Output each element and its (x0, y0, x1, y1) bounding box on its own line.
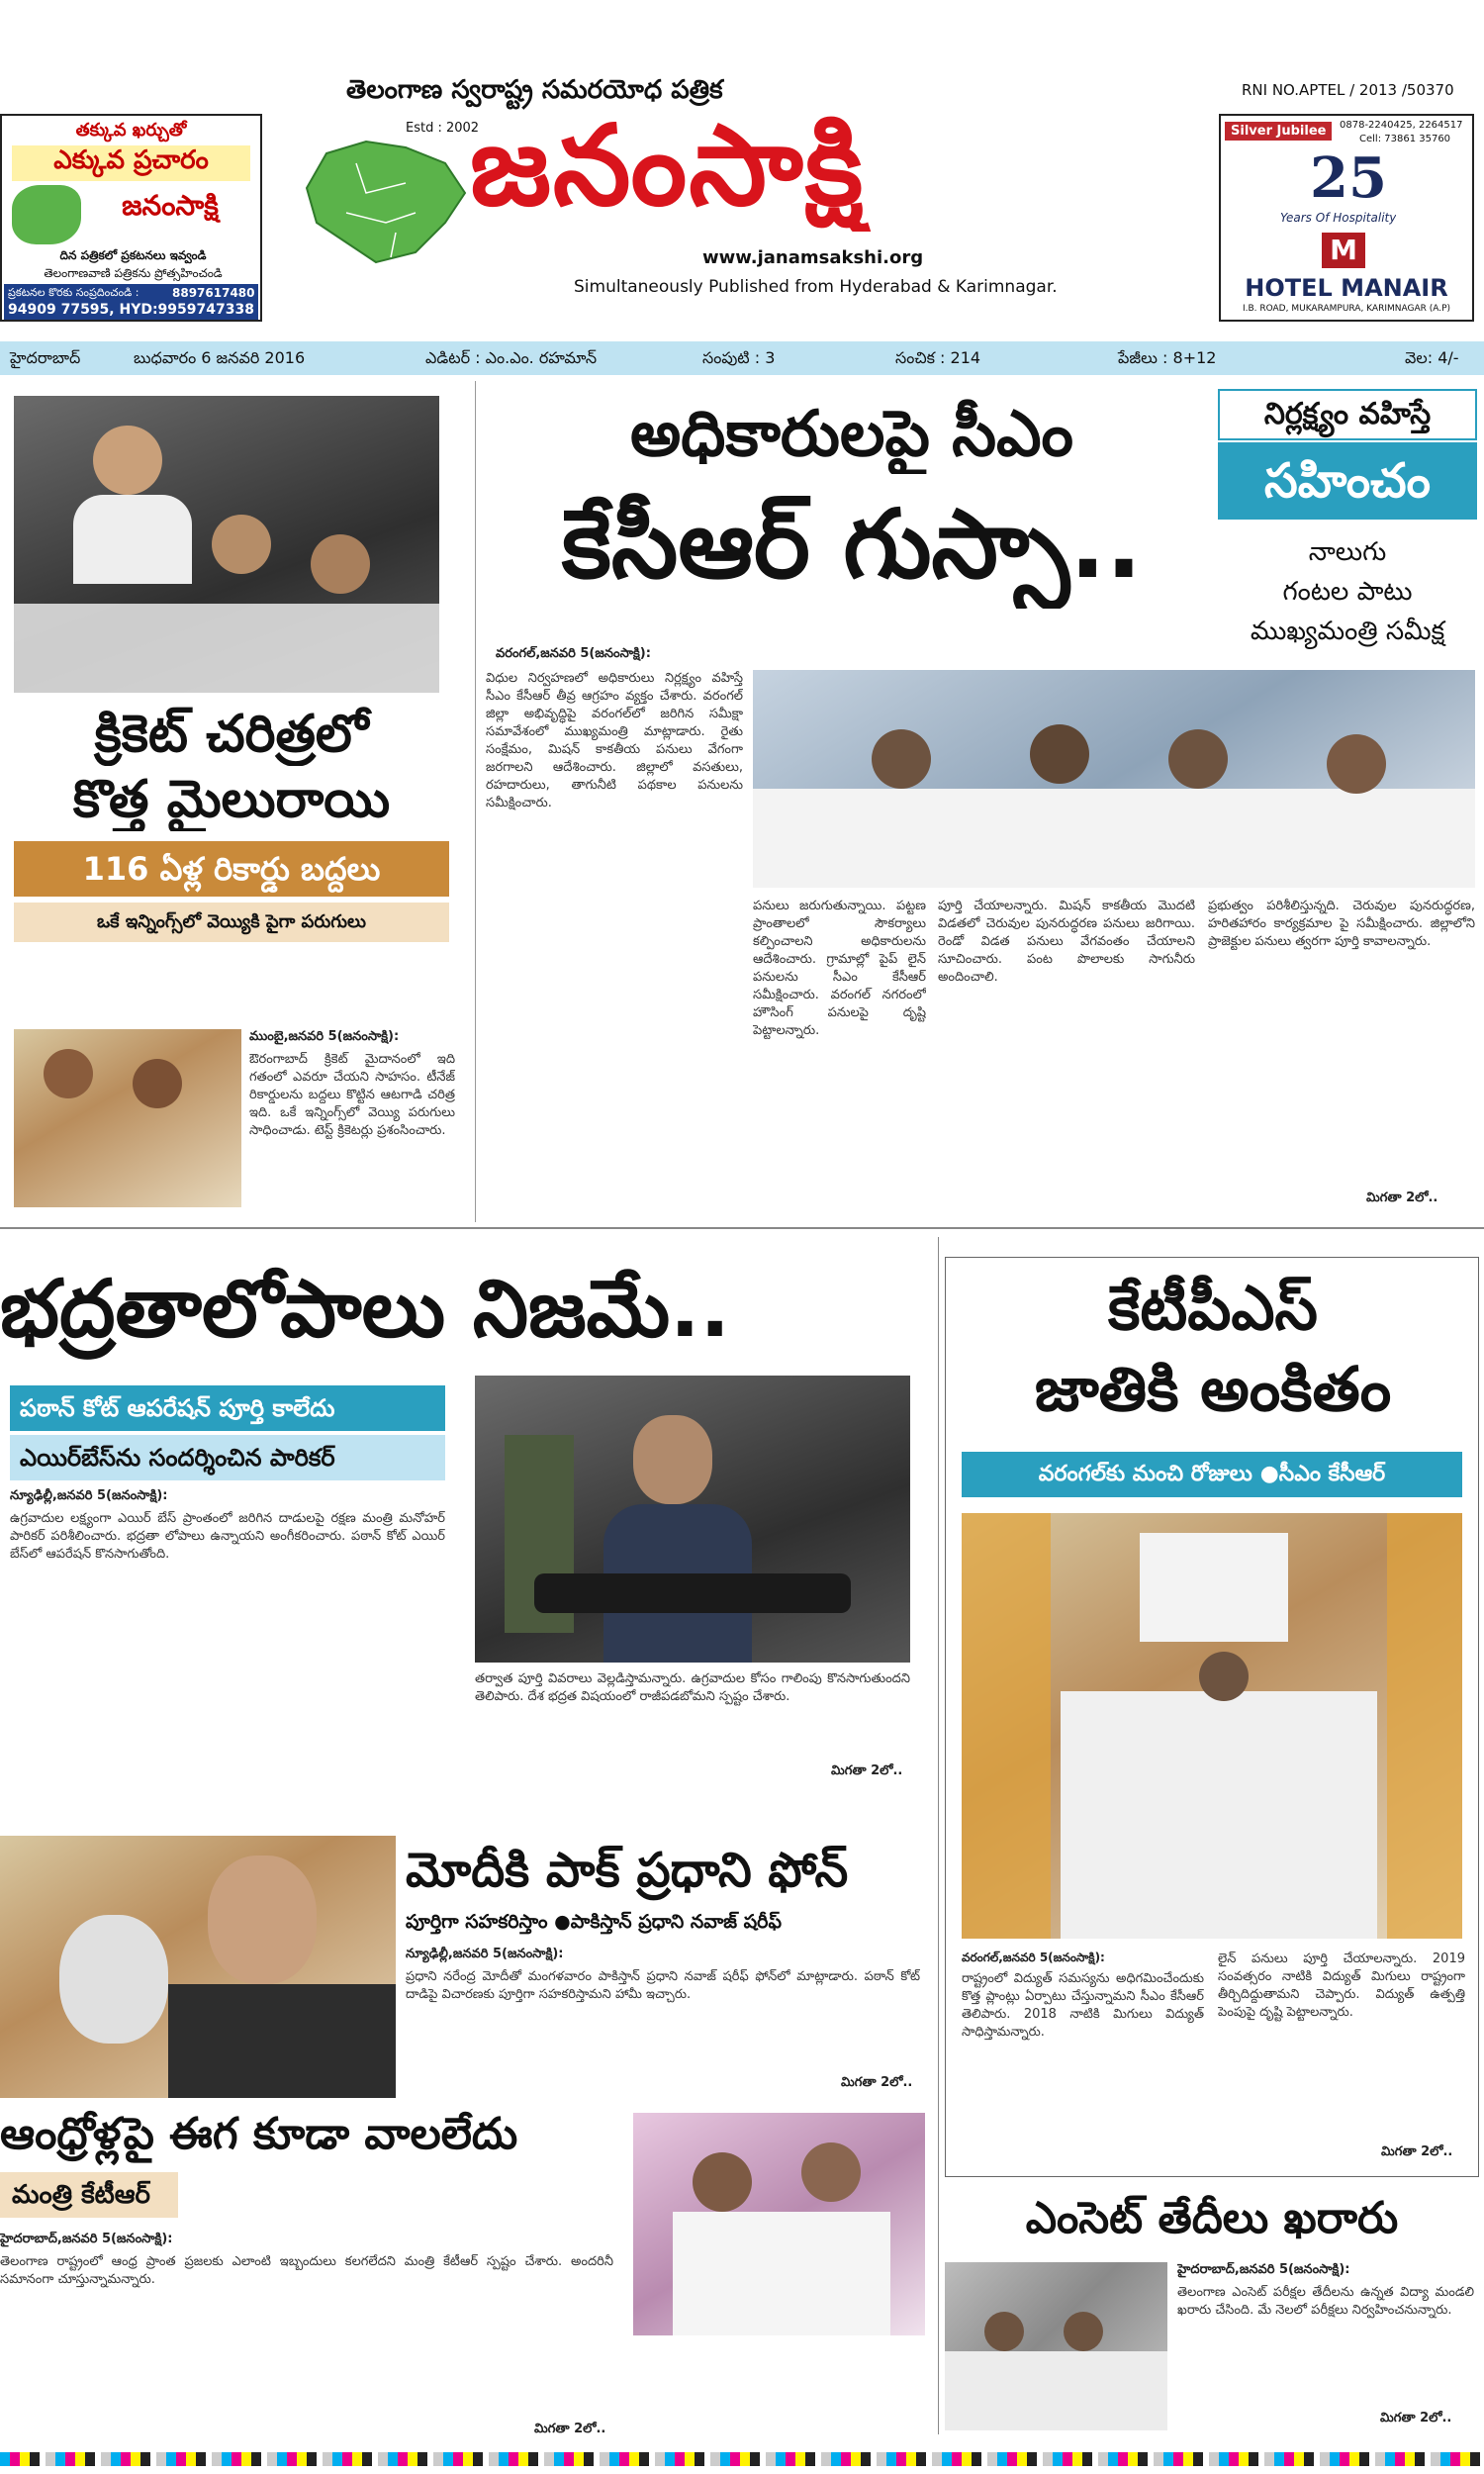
emcet-body: తెలంగాణ ఎంసెట్ పరీక్షల తేదీలను ఉన్నత విద్యా మండలి ఖరారు చేసింది. మే నెలలో పరీక్షలు నిర్వహించనున్నారు. (1177, 2285, 1474, 2318)
left-ad-phone2: 94909 77595, HYD:9959747338 (8, 302, 254, 318)
cricket-story[interactable] (0, 386, 465, 1222)
ktps-story[interactable] (945, 1257, 1479, 2177)
modi-body: ప్రధాని నరేంద్ర మోదీతో మంగళవారం పాకిస్తాన్ ప్రధాని నవాజ్ షరీఫ్ ఫోన్‌లో మాట్లాడారు. పఠాన్ కోట్ దాడిపై విచారణకు పూర్తిగా సహకరిస్తామని హామీ ఇచ్చారు. (406, 1969, 920, 2002)
cricket-sub-1: 116 ఏళ్ల రికార్డు బద్దలు (14, 841, 449, 897)
masthead-published: Simultaneously Published from Hyderabad & Karimnagar. (574, 277, 1058, 297)
right-ad-years-text: Years Of Hospitality (1280, 211, 1397, 225)
right-ad-phones: 0878-2240425, 2264517 (1340, 120, 1463, 131)
hotel-logo-icon: M (1322, 233, 1365, 268)
dateline-city: హైదరాబాద్ (10, 348, 81, 367)
modi-sharif-photo (0, 1836, 396, 2098)
cm-col-2: పనులు జరుగుతున్నాయి. పట్టణ ప్రాంతాలలో సౌకర్యాలు కల్పించాలని అధికారులను ఆదేశించారు. గ్రామాల్లో పైప్ లైన్ పనులను సీఎం కేసీఆర్ సమీక్షించారు. వరంగల్ నగరంలో హౌసింగ్ పనులపై దృష్టి పెట్టాలన్నారు. (753, 899, 926, 1038)
left-ad-line3: దిన పత్రికలో ప్రకటనలు ఇవ్వండి (59, 248, 207, 262)
telangana-map-small (12, 185, 81, 244)
security-story[interactable] (0, 1237, 930, 1831)
modi-sub: పూర్తిగా సహకరిస్తాం ●పాకిస్తాన్ ప్రధాని నవాజ్ షరీఫ్ (406, 1911, 782, 1933)
cricket-headline-2: కొత్త మైలురాయి (72, 770, 391, 829)
ktps-headline-1: కేటీపీఎస్ (1108, 1272, 1318, 1344)
emcet-dateline: హైదరాబాద్,జనవరి 5(జనంసాక్షి): (1177, 2262, 1350, 2277)
telangana-map-icon (297, 134, 475, 272)
cm-side-head-2: సహించం (1218, 442, 1477, 520)
security-body-2: తర్వాత పూర్తి వివరాలు వెల్లడిస్తామన్నారు. ఉగ్రవాదుల కోసం గాలింపు కొనసాగుతుందని తెలిపారు. దేశ భద్రత విషయంలో రాజీపడబోమని స్పష్టం చేశారు. (475, 1671, 910, 1704)
masthead (0, 0, 1484, 336)
ktr-story[interactable] (0, 2103, 930, 2444)
ktps-dateline: వరంగల్,జనవరి 5(జనంసాక్షి): (962, 1951, 1105, 1964)
emcet-story[interactable] (945, 2187, 1479, 2444)
cm-headline-2: కేసీఆర్ గుస్సా.. (561, 489, 1143, 600)
left-ad-line1: తక్కువ ఖర్చుతో (75, 120, 187, 141)
left-ad-phone1: 8897617480 (172, 286, 255, 300)
emcet-photo (945, 2262, 1167, 2430)
right-ad-cell: Cell: 73861 35760 (1359, 134, 1451, 144)
cricket-dateline: ముంబై,జనవరి 5(జనంసాక్షి): (249, 1029, 400, 1044)
cm-side-box (1218, 389, 1477, 676)
dateline-price: వెల: 4/- (1405, 348, 1459, 367)
cricket-photo-2 (14, 1029, 241, 1207)
cm-side-sub-1: నాలుగు (1308, 537, 1387, 567)
ktr-headline: ఆంధ్రోళ్లపై ఈగ కూడా వాలలేదు (0, 2109, 518, 2159)
right-ad-badge: Silver Jubilee (1225, 122, 1332, 141)
ktps-headline-2: జాతికి అంకితం (1034, 1353, 1392, 1425)
left-ad-brand: జనంసాక్షి (122, 189, 219, 222)
masthead-estd: Estd : 2002 (406, 121, 480, 136)
ktps-sub: వరంగల్‌కు మంచి రోజులు ●సీఎం కేసీఆర్ (962, 1452, 1462, 1497)
cm-meeting-photo (753, 670, 1475, 888)
ktr-sub: మంత్రి కేటీఆర్ (0, 2172, 178, 2218)
dateline-date: బుధవారం 6 జనవరి 2016 (134, 348, 306, 367)
cricket-body: ఔరంగాబాద్ క్రికెట్ మైదానంలో ఇది గతంలో ఎవరూ చేయని సాహసం. టీనేజ్ రికార్డులను బద్దలు కొట్టిన ఆటగాడి చరిత్ర ఇది. ఒకే ఇన్నింగ్స్‌లో వెయ్యి పరుగులు సాధించాడు. టెస్ట్ క్రికెటర్లు ప్రశంసించారు. (249, 1052, 455, 1138)
section-divider (0, 1227, 1484, 1229)
ktr-photo (633, 2113, 925, 2335)
print-registration-strip (0, 2452, 1484, 2466)
cm-side-head-1: నిర్లక్ష్యం వహిస్తే (1218, 389, 1477, 440)
security-headline: భద్రతాలోపాలు నిజమే.. (0, 1263, 730, 1355)
cricket-headline-1: క్రికెట్ చరిత్రలో (94, 705, 369, 764)
security-sub-2: ఎయిర్‌బేస్‌ను సందర్శించిన పారికర్ (10, 1435, 445, 1480)
security-dateline: న్యూఢిల్లీ,జనవరి 5(జనంసాక్షి): (10, 1488, 168, 1503)
left-ad-line2: ఎక్కువ ప్రచారం (12, 145, 250, 181)
ktps-photo (962, 1513, 1462, 1939)
cm-col-3: పూర్తి చేయాలన్నారు. మిషన్ కాకతీయ మొదటి విడతలో చెరువుల పునరుద్ధరణ పనులు జరిగాయి. రెండో విడత పనులు వేగవంతం చేయాలని సూచించారు. పంట పొలాలకు సాగునీరు అందించాలి. (938, 899, 1195, 985)
cm-story[interactable] (475, 381, 1484, 1222)
modi-dateline: న్యూఢిల్లీ,జనవరి 5(జనంసాక్షి): (406, 1947, 564, 1961)
ktps-body-2: లైన్ పనులు పూర్తి చేయాలన్నారు. 2019 సంవత్సరం నాటికి విద్యుత్ మిగులు రాష్ట్రంగా తీర్చిదిద్దుతామని చెప్పారు. విద్యుత్ ఉత్పత్తి పెంపుపై దృష్టి పెట్టాలన్నారు. (1218, 1951, 1465, 2020)
cricket-photo (14, 396, 439, 693)
parrikar-photo (475, 1376, 910, 1663)
modi-story[interactable] (0, 1836, 930, 2103)
cm-side-sub-3: ముఖ్యమంత్రి సమీక్ష (1250, 617, 1445, 646)
masthead-website: www.janamsakshi.org (702, 247, 924, 268)
cm-side-sub-2: గంటల పాటు (1282, 577, 1413, 607)
right-ad-years: 25 (1310, 145, 1387, 211)
ktps-more[interactable]: మిగతా 2లో.. (1381, 2144, 1453, 2159)
ktr-body: తెలంగాణ రాష్ట్రంలో ఆంధ్ర ప్రాంత ప్రజలకు ఎలాంటి ఇబ్బందులు కలగలేదని మంత్రి కేటీఆర్ స్పష్టం చేశారు. అందరినీ సమానంగా చూస్తున్నామన్నారు. (0, 2254, 613, 2287)
security-sub-1: పఠాన్ కోట్ ఆపరేషన్ పూర్తి కాలేదు (10, 1385, 445, 1431)
left-ad[interactable] (0, 114, 262, 322)
security-body: ఉగ్రవాదుల లక్ష్యంగా ఎయిర్ బేస్ ప్రాంతంలో జరిగిన దాడులపై రక్షణ మంత్రి మనోహర్ పారికర్ పరిశీలించారు. భద్రతా లోపాలు ఉన్నాయని అంగీకరించారు. పఠాన్ కోట్ ఎయిర్ బేస్‌లో ఆపరేషన్ కొనసాగుతోంది. (10, 1511, 445, 1562)
cm-more[interactable]: మిగతా 2లో.. (1366, 1190, 1438, 1205)
dateline-issue: సంచిక : 214 (895, 348, 981, 367)
masthead-tagline: తెలంగాణ స్వరాష్ట్ర సమరయోధ పత్రిక (346, 75, 723, 105)
cm-col-4: ప్రభుత్వం పరిశీలిస్తున్నది. చెరువుల పునరుద్ధరణ, హరితహారం కార్యక్రమాల పై సమీక్షించారు. జిల్లాలోని ప్రాజెక్టుల పనులు త్వరగా పూర్తి కావాలన్నారు. (1208, 899, 1475, 949)
security-more[interactable]: మిగతా 2లో.. (831, 1763, 903, 1778)
dateline-editor: ఎడిటర్ : ఎం.ఎం. రహమాన్ (425, 348, 598, 367)
right-ad[interactable] (1219, 114, 1474, 322)
column-divider (938, 1237, 939, 2434)
dateline-bar (0, 341, 1484, 375)
left-ad-line4: తెలంగాణవాణి పత్రికను ప్రోత్సహించండి (44, 266, 223, 280)
emcet-headline: ఎంసెట్ తేదీలు ఖరారు (1025, 2193, 1399, 2243)
dateline-pages: పేజీలు : 8+12 (1118, 348, 1217, 367)
cricket-sub-2: ఒకే ఇన్నింగ్స్‌లో వెయ్యికి పైగా పరుగులు (14, 903, 449, 942)
ktr-more[interactable]: మిగతా 2లో.. (534, 2422, 606, 2436)
right-ad-address: I.B. ROAD, MUKARAMPURA, KARIMNAGAR (A.P) (1242, 304, 1451, 314)
modi-headline: మోదీకి పాక్ ప్రధాని ఫోన్ (406, 1843, 849, 1898)
emcet-more[interactable]: మిగతా 2లో.. (1380, 2411, 1452, 2426)
ktr-dateline: హైదరాబాద్,జనవరి 5(జనంసాక్షి): (0, 2232, 173, 2246)
ktps-body: రాష్ట్రంలో విద్యుత్ సమస్యను అధిగమించేందుకు కొత్త ప్లాంట్లు ఏర్పాటు చేస్తున్నామని సీఎం కేసీఆర్ తెలిపారు. 2018 నాటికి మిగులు విద్యుత్ సాధిస్తామన్నారు. (962, 1971, 1204, 2040)
dateline-volume: సంపుటి : 3 (702, 348, 776, 367)
cm-headline-1: అధికారులపై సీఎం (629, 398, 1073, 471)
masthead-logo: జనంసాక్షి (470, 103, 866, 231)
cm-dateline: వరంగల్,జనవరి 5(జనంసాక్షి): (496, 646, 651, 661)
right-ad-name: HOTEL MANAIR (1245, 274, 1448, 302)
masthead-rni: RNI NO.APTEL / 2013 /50370 (1242, 81, 1454, 99)
modi-more[interactable]: మిగతా 2లో.. (841, 2075, 913, 2090)
cm-col-1: విధుల నిర్వహణలో అధికారులు నిర్లక్ష్యం వహిస్తే సీఎం కేసీఆర్ తీవ్ర ఆగ్రహం వ్యక్తం చేశారు. వరంగల్ జిల్లా అభివృద్ధిపై వరంగల్‌లో జరిగిన సమీక్షా సమావేశంలో ముఖ్యమంత్రి మాట్లాడారు. రైతు సంక్షేమం, మిషన్ కాకతీయ పనులు వేగంగా జరగాలని ఆదేశించారు. జిల్లాలో వసతులు, రహదారులు, తాగునీటి పథకాల పనులను సమీక్షించారు. (486, 671, 743, 810)
left-ad-contact-label: ప్రకటనల కొరకు సంప్రదించండి : (8, 286, 139, 299)
